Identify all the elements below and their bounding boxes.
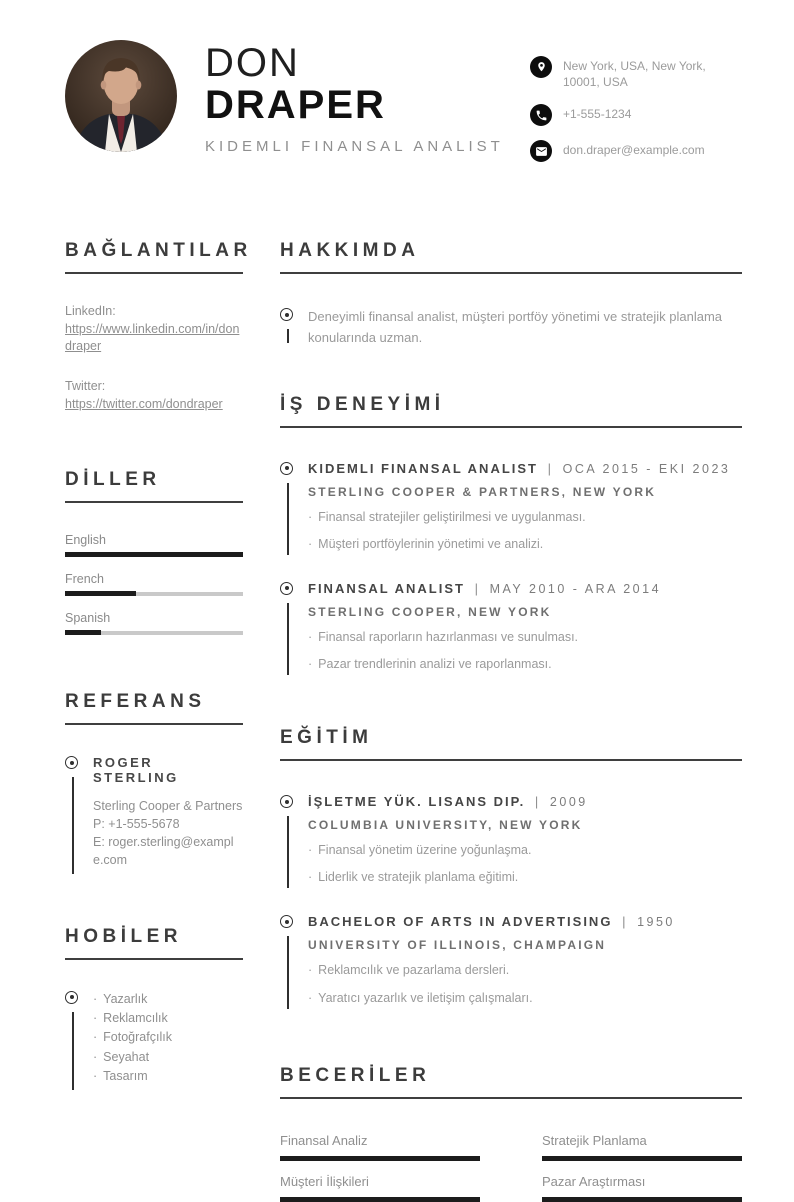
section-links-title: BAĞLANTILAR xyxy=(65,240,252,262)
skill-item xyxy=(280,1133,480,1161)
bullet-glyph: · xyxy=(93,1049,98,1064)
language-row xyxy=(65,611,243,635)
profile-photo xyxy=(65,40,177,152)
job-bullet: · Pazar trendlerinin analizi ve raporlanması. xyxy=(308,657,552,672)
timeline-line xyxy=(287,483,289,555)
circle-dot-icon xyxy=(280,308,293,321)
skill-name: Müşteri İlişkileri xyxy=(280,1173,369,1189)
section-about-title: HAKKIMDA xyxy=(280,240,420,262)
name-block xyxy=(205,40,504,155)
bullet-glyph: · xyxy=(308,629,313,644)
contact-location xyxy=(530,56,742,90)
language-name: Spanish xyxy=(65,611,111,625)
section-rule xyxy=(65,958,243,960)
location-text: New York, USA, New York, 10001, USA xyxy=(563,59,706,90)
job-bullet: · Finansal raporların hazırlanması ve sunulması. xyxy=(308,629,579,644)
job-dates: MAY 2010 - ARA 2014 xyxy=(489,581,662,596)
section-experience xyxy=(280,394,742,674)
location-icon xyxy=(530,56,552,78)
job-dates: OCA 2015 - EKI 2023 xyxy=(562,461,731,476)
section-experience-title: İŞ DENEYİMİ xyxy=(280,393,445,415)
separator: | xyxy=(534,794,541,810)
bullet-glyph: · xyxy=(308,509,313,524)
skill-bar xyxy=(542,1156,742,1161)
hobby-list xyxy=(93,990,243,1087)
education-entry xyxy=(280,914,742,1006)
entry-head xyxy=(308,794,742,809)
about-entry xyxy=(280,307,742,347)
degree-dates: 1950 xyxy=(637,915,675,930)
linkedin-link[interactable]: https://www.linkedin.com/in/dondraper xyxy=(65,322,240,354)
email-text: don.draper@example.com xyxy=(563,143,705,158)
profile-photo-illustration xyxy=(65,40,177,152)
section-languages xyxy=(65,469,243,635)
reference-entry xyxy=(65,755,243,870)
hobby-item: · Yazarlık xyxy=(93,991,148,1006)
bullet-glyph: · xyxy=(93,1010,98,1025)
skill-name: Stratejik Planlama xyxy=(542,1132,647,1148)
link-label: Twitter: xyxy=(65,379,106,394)
job-title: KIDEMLI FINANSAL ANALIST xyxy=(205,138,504,155)
bullet-glyph: · xyxy=(308,536,313,551)
link-linkedin xyxy=(65,304,243,355)
link-label: LinkedIn: xyxy=(65,304,116,319)
link-twitter xyxy=(65,379,243,413)
experience-entry xyxy=(280,461,742,553)
language-level-bar xyxy=(65,592,243,596)
school-name: UNIVERSITY OF ILLINOIS, CHAMPAIGN xyxy=(308,938,607,953)
phone-text: +1-555-1234 xyxy=(563,107,632,122)
hobby-item: · Reklamcılık xyxy=(93,1010,168,1025)
language-row xyxy=(65,533,243,557)
hobby-item: · Tasarım xyxy=(93,1069,148,1083)
reference-email: E: roger.sterling@example.com xyxy=(93,835,234,868)
education-bullet: · Finansal yönetim üzerine yoğunlaşma. xyxy=(308,843,532,858)
contact-block xyxy=(530,40,742,176)
job-role: KIDEMLI FINANSAL ANALIST xyxy=(308,460,538,476)
entry-head xyxy=(308,914,742,929)
job-bullet: · Finansal stratejiler geliştirilmesi ve uygulanması. xyxy=(308,509,586,524)
circle-dot-icon xyxy=(280,915,293,928)
bullet-glyph: · xyxy=(308,843,313,858)
timeline-line xyxy=(287,936,289,1008)
skill-item xyxy=(542,1133,742,1161)
school-name: COLUMBIA UNIVERSITY, NEW YORK xyxy=(308,818,583,833)
timeline-line xyxy=(287,816,289,888)
education-entry xyxy=(280,794,742,886)
circle-dot-icon xyxy=(280,582,293,595)
bullet-glyph: · xyxy=(93,1030,98,1045)
twitter-link[interactable]: https://twitter.com/dondraper xyxy=(65,397,223,412)
reference-name: ROGER STERLING xyxy=(93,755,179,785)
phone-icon xyxy=(530,104,552,126)
sidebar xyxy=(65,240,252,1201)
section-skills xyxy=(280,1065,742,1202)
bullet-glyph: · xyxy=(308,657,313,672)
last-name: DRAPER xyxy=(205,83,386,127)
job-company: STERLING COOPER & PARTNERS, NEW YORK xyxy=(308,484,657,499)
education-bullet: · Reklamcılık ve pazarlama dersleri. xyxy=(308,963,510,978)
education-bullet: · Yaratıcı yazarlık ve iletişim çalışmaları. xyxy=(308,990,533,1005)
degree-name: İŞLETME YÜK. LISANS DIP. xyxy=(308,794,526,810)
skill-name: Finansal Analiz xyxy=(280,1132,368,1148)
section-languages-title: DİLLER xyxy=(65,469,161,490)
hobby-item: · Seyahat xyxy=(93,1049,150,1064)
bullet-glyph: · xyxy=(308,870,313,885)
reference-details xyxy=(93,797,243,870)
job-bullet: · Müşteri portföylerinin yönetimi ve analizi. xyxy=(308,536,544,551)
skill-name: Pazar Araştırması xyxy=(542,1173,646,1189)
language-row xyxy=(65,572,243,596)
entry-head xyxy=(308,461,742,476)
section-rule xyxy=(280,426,742,428)
bullet-glyph: · xyxy=(308,963,313,978)
language-level-bar xyxy=(65,631,243,635)
circle-dot-icon xyxy=(280,462,293,475)
timeline-line xyxy=(287,329,289,343)
timeline-line xyxy=(72,1012,74,1091)
skill-bar xyxy=(280,1156,480,1161)
timeline-line xyxy=(287,603,289,675)
separator: | xyxy=(622,914,628,930)
section-rule xyxy=(280,272,742,274)
section-reference-title: REFERANS xyxy=(65,691,206,712)
skill-item xyxy=(280,1174,480,1202)
language-name: English xyxy=(65,533,106,547)
skill-item xyxy=(542,1174,742,1202)
reference-company: Sterling Cooper & Partners xyxy=(93,799,243,813)
content xyxy=(65,240,742,1201)
bullet-glyph: · xyxy=(308,990,313,1005)
section-rule xyxy=(280,1097,742,1099)
separator: | xyxy=(474,580,480,596)
section-education-title: EĞİTİM xyxy=(280,727,373,749)
separator: | xyxy=(547,460,554,476)
section-hobbies-title: HOBİLER xyxy=(65,925,182,947)
section-skills-title: BECERİLER xyxy=(280,1064,431,1086)
email-icon xyxy=(530,140,552,162)
header xyxy=(65,40,742,176)
section-rule xyxy=(280,759,742,761)
section-rule xyxy=(65,723,243,725)
language-level-bar xyxy=(65,553,243,557)
skill-bar xyxy=(280,1197,480,1202)
section-education xyxy=(280,727,742,1007)
experience-entry xyxy=(280,581,742,673)
section-rule xyxy=(65,272,243,274)
circle-dot-icon xyxy=(65,756,78,769)
job-company: STERLING COOPER, NEW YORK xyxy=(308,604,552,619)
circle-dot-icon xyxy=(65,991,78,1004)
section-hobbies xyxy=(65,926,243,1087)
timeline-line xyxy=(72,777,74,874)
section-about xyxy=(280,240,742,347)
first-name: DON xyxy=(205,41,300,85)
bullet-glyph: · xyxy=(93,991,98,1006)
degree-dates: 2009 xyxy=(549,795,588,810)
contact-email xyxy=(530,140,742,162)
circle-dot-icon xyxy=(280,795,293,808)
section-rule xyxy=(65,501,243,503)
contact-phone xyxy=(530,104,742,126)
degree-name: BACHELOR OF ARTS IN ADVERTISING xyxy=(308,914,613,930)
about-text: Deneyimli finansal analist, müşteri portföy yönetimi ve stratejik planlama konularında uzman. xyxy=(308,309,723,345)
language-name: French xyxy=(65,572,104,586)
hobbies-entry xyxy=(65,990,243,1087)
hobby-item: · Fotoğrafçılık xyxy=(93,1030,172,1045)
entry-head xyxy=(308,581,742,596)
reference-phone: P: +1-555-5678 xyxy=(93,817,180,832)
bullet-glyph: · xyxy=(93,1069,98,1083)
education-bullet: · Liderlik ve stratejik planlama eğitimi. xyxy=(308,870,519,885)
job-role: FINANSAL ANALIST xyxy=(308,580,465,596)
section-links xyxy=(65,240,252,413)
skill-bar xyxy=(542,1197,742,1202)
main-column xyxy=(280,240,742,1201)
section-reference xyxy=(65,691,243,870)
